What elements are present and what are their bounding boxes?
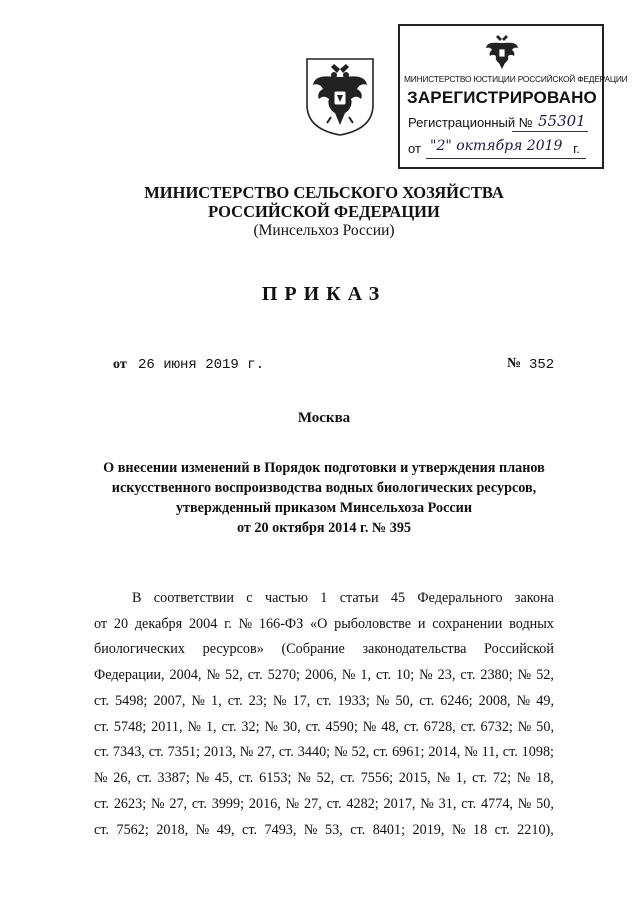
body-word: 1, xyxy=(211,693,222,709)
body-word: № xyxy=(516,693,531,709)
body-word: 2019, xyxy=(412,822,445,838)
body-word: 2015, xyxy=(398,770,431,786)
body-word: 2623; xyxy=(113,796,147,812)
body-line xyxy=(132,590,554,607)
body-word: и xyxy=(417,616,426,632)
body-word: № xyxy=(206,667,220,683)
order-date: 26 июня 2019 г. xyxy=(138,357,265,373)
body-word: 32; xyxy=(241,719,260,735)
body-word: 50, xyxy=(536,796,554,812)
body-word: № xyxy=(239,744,254,760)
body-word: ст. xyxy=(136,770,152,786)
body-word: ст. xyxy=(242,822,257,838)
body-word: ст. xyxy=(472,770,488,786)
body-word: 31, xyxy=(438,796,457,812)
body-word: 2004, xyxy=(169,667,202,683)
body-word: 2006, xyxy=(304,667,337,683)
body-word: сохранении xyxy=(432,616,503,632)
body-word: 1, xyxy=(360,667,372,683)
body-word: 26, xyxy=(113,770,132,786)
body-word: ст. xyxy=(94,796,109,812)
body-word: № xyxy=(464,744,478,760)
subject-line: утвержденный приказом Минсельхоза России xyxy=(175,500,473,516)
body-word: ст. xyxy=(350,822,366,838)
body-word: 49, xyxy=(536,693,554,709)
stamp-number-underline xyxy=(512,131,588,132)
body-word: ст. xyxy=(247,667,263,683)
document-type-title: ПРИКАЗ xyxy=(261,283,387,305)
body-word: 18, xyxy=(536,770,554,786)
body-word: 2380; xyxy=(480,667,513,683)
body-word: № xyxy=(420,796,434,812)
body-word: № xyxy=(436,770,450,786)
stamp-date-suffix: г. xyxy=(573,141,580,156)
body-word: № xyxy=(419,667,433,683)
body-word: 1 xyxy=(320,590,328,606)
body-word: № xyxy=(517,719,532,735)
body-word: 2004 xyxy=(188,616,218,632)
body-word: 23; xyxy=(248,693,267,709)
order-number: 352 xyxy=(529,357,555,373)
body-word: № xyxy=(516,770,531,786)
stamp-registration-number: 55301 xyxy=(538,112,586,130)
body-word: 7351; xyxy=(167,744,200,760)
body-word: 2018, xyxy=(156,822,189,838)
body-word: ст. xyxy=(461,796,477,812)
body-word: № xyxy=(195,822,210,838)
body-word: 8401; xyxy=(372,822,406,838)
body-word: ст. xyxy=(460,667,476,683)
body-word: 2013, xyxy=(203,744,236,760)
ministry-title-line-2: РОССИЙСКОЙ ФЕДЕРАЦИИ xyxy=(208,202,440,221)
body-word: биологических xyxy=(94,641,185,657)
body-word: 7343, xyxy=(112,744,145,760)
stamp-date-underline xyxy=(426,158,586,159)
body-word: статьи xyxy=(339,590,379,606)
body-word: г. xyxy=(224,616,232,632)
body-word: закона xyxy=(514,590,554,606)
stamp-registration-label: Регистрационный № xyxy=(408,115,533,130)
body-word: 2016, xyxy=(248,796,281,812)
body-word: 45 xyxy=(390,590,406,606)
body-word: 3387; xyxy=(157,770,190,786)
body-word: 11, xyxy=(481,744,499,760)
body-word: 23, xyxy=(437,667,456,683)
body-word: ст. xyxy=(238,770,254,786)
body-word: 5270; xyxy=(267,667,300,683)
body-word: В xyxy=(132,590,142,606)
body-word: № xyxy=(297,770,311,786)
body-word: № xyxy=(285,796,300,812)
body-word: 49, xyxy=(216,822,235,838)
ministry-title xyxy=(100,183,548,221)
ministry-title-line-1: МИНИСТЕРСТВО СЕЛЬСКОГО ХОЗЯЙСТВА xyxy=(144,183,504,202)
body-line xyxy=(94,770,554,787)
body-word: 1, xyxy=(205,719,217,735)
body-word: 2017, xyxy=(383,796,416,812)
body-word: от xyxy=(94,616,108,632)
body-word: 5498; xyxy=(115,693,148,709)
body-word: 30, xyxy=(282,719,301,735)
body-word: 1098; xyxy=(521,744,554,760)
body-word: № xyxy=(150,796,165,812)
body-word: № xyxy=(334,744,348,760)
body-word: 6153; xyxy=(259,770,292,786)
body-word: 2014, xyxy=(428,744,461,760)
body-word: ст. xyxy=(305,719,321,735)
body-word: 2007, xyxy=(153,693,186,709)
body-line xyxy=(94,693,554,710)
subject-line: искусственного воспроизводства водных биологических ресурсов, xyxy=(111,480,537,496)
body-word: 2210), xyxy=(517,822,554,838)
body-word: 6732; xyxy=(480,719,513,735)
body-word: 3440; xyxy=(297,744,331,760)
body-word: № xyxy=(272,693,287,709)
body-word: 2008, xyxy=(478,693,511,709)
body-word: 6728, xyxy=(423,719,456,735)
body-word: ст. xyxy=(94,744,109,760)
order-number-label: № xyxy=(507,356,522,371)
body-word: 52, xyxy=(536,667,554,683)
body-word: ст. xyxy=(373,744,389,760)
body-word: 45, xyxy=(214,770,233,786)
body-word: ст. xyxy=(376,667,392,683)
stamp-registered-label: ЗАРЕГИСТРИРОВАНО xyxy=(406,88,597,107)
order-date-label: от xyxy=(113,357,127,372)
order-subject xyxy=(96,458,552,538)
subject-line: от 20 октября 2014 г. № 395 xyxy=(236,520,412,536)
body-word: 6961; xyxy=(392,744,425,760)
body-word: ст. xyxy=(403,719,419,735)
body-word: № xyxy=(195,770,210,786)
body-word: 166-ФЗ xyxy=(258,616,304,632)
stamp-date-prefix: от xyxy=(408,141,421,156)
body-word: № xyxy=(517,667,532,683)
body-word: 1, xyxy=(455,770,467,786)
body-word: частью xyxy=(264,590,308,606)
body-word: 17, xyxy=(292,693,311,709)
body-word: ст. xyxy=(326,796,342,812)
subject-line: О внесении изменений в Порядок подготовки и утверждения планов xyxy=(103,460,545,476)
body-word: ст. xyxy=(227,693,243,709)
body-line xyxy=(94,719,554,736)
body-word: ст. xyxy=(94,719,109,735)
body-word: декабря xyxy=(134,616,183,632)
body-word: 3999; xyxy=(211,796,245,812)
body-word: 50, xyxy=(536,719,554,735)
body-word: ст. xyxy=(191,796,207,812)
body-word: ст. xyxy=(339,770,355,786)
body-word: 1933; xyxy=(337,693,370,709)
body-word: 27, xyxy=(304,796,322,812)
body-word: 5748; xyxy=(113,719,147,735)
body-word: 52, xyxy=(351,744,370,760)
body-line xyxy=(94,667,554,684)
stamp-eagle-icon xyxy=(482,31,522,71)
body-word: с xyxy=(246,590,253,606)
body-word: ст. xyxy=(316,693,332,709)
body-word: ст. xyxy=(148,744,164,760)
body-word: ст. xyxy=(94,693,109,709)
body-word: 20 xyxy=(113,616,129,632)
body-word: Федерации, xyxy=(94,667,165,683)
body-word: 4282; xyxy=(346,796,379,812)
body-word: рыболовстве xyxy=(334,616,412,632)
body-word: законодательства xyxy=(362,641,467,657)
body-line xyxy=(94,796,554,813)
body-word: 10; xyxy=(396,667,415,683)
body-word: 52, xyxy=(224,667,243,683)
stamp-ministry-name: МИНИСТЕРСТВО ЮСТИЦИИ РОССИЙСКОЙ ФЕДЕРАЦИИ xyxy=(404,74,628,84)
body-word: № xyxy=(341,667,356,683)
body-word: № xyxy=(451,822,466,838)
body-word: № xyxy=(375,693,390,709)
body-line xyxy=(94,641,554,658)
registration-stamp xyxy=(398,24,628,169)
body-word: 50, xyxy=(395,693,414,709)
body-word: № xyxy=(517,796,532,812)
body-word: 7493, xyxy=(264,822,297,838)
body-word: 27, xyxy=(169,796,188,812)
ministry-short-name: (Минсельхоз России) xyxy=(253,222,395,239)
body-word: Российской xyxy=(484,641,554,657)
body-line xyxy=(94,744,554,761)
body-line xyxy=(94,822,554,839)
body-word: № xyxy=(264,719,279,735)
body-word: № xyxy=(303,822,318,838)
body-word: 7556; xyxy=(360,770,394,786)
body-line xyxy=(94,616,554,633)
body-word: 4774, xyxy=(481,796,513,812)
body-word: № xyxy=(187,719,202,735)
body-word: ресурсов» xyxy=(202,641,264,657)
body-word: ст. xyxy=(460,719,476,735)
body-word: 72; xyxy=(492,770,512,786)
body-word: Федерального xyxy=(417,590,503,606)
body-word: (Собрание xyxy=(281,641,345,657)
body-word: 52, xyxy=(316,770,335,786)
body-word: 7562; xyxy=(116,822,149,838)
body-word: № xyxy=(362,719,377,735)
body-word: ст. xyxy=(502,744,518,760)
body-word: ст. xyxy=(221,719,237,735)
body-word: 2011, xyxy=(151,719,183,735)
body-word: 53, xyxy=(324,822,343,838)
coat-of-arms-emblem xyxy=(301,55,379,137)
body-word: соответствии xyxy=(153,590,234,606)
body-word: ст. xyxy=(494,822,510,838)
city: Москва xyxy=(297,410,351,426)
body-word: «О xyxy=(310,616,328,632)
body-word: 18 xyxy=(472,822,488,838)
body-word: 6246; xyxy=(440,693,473,709)
body-word: № xyxy=(238,616,253,632)
body-word: ст. xyxy=(278,744,294,760)
body-word: № xyxy=(191,693,205,709)
body-word: № xyxy=(94,770,108,786)
body-word: 4590; xyxy=(325,719,358,735)
body-word: 27, xyxy=(257,744,275,760)
body-word: ст. xyxy=(419,693,435,709)
body-word: 48, xyxy=(381,719,399,735)
body-word: ст. xyxy=(94,822,109,838)
stamp-registration-date: "2" октября 2019 xyxy=(430,138,563,154)
body-word: водных xyxy=(509,616,554,632)
